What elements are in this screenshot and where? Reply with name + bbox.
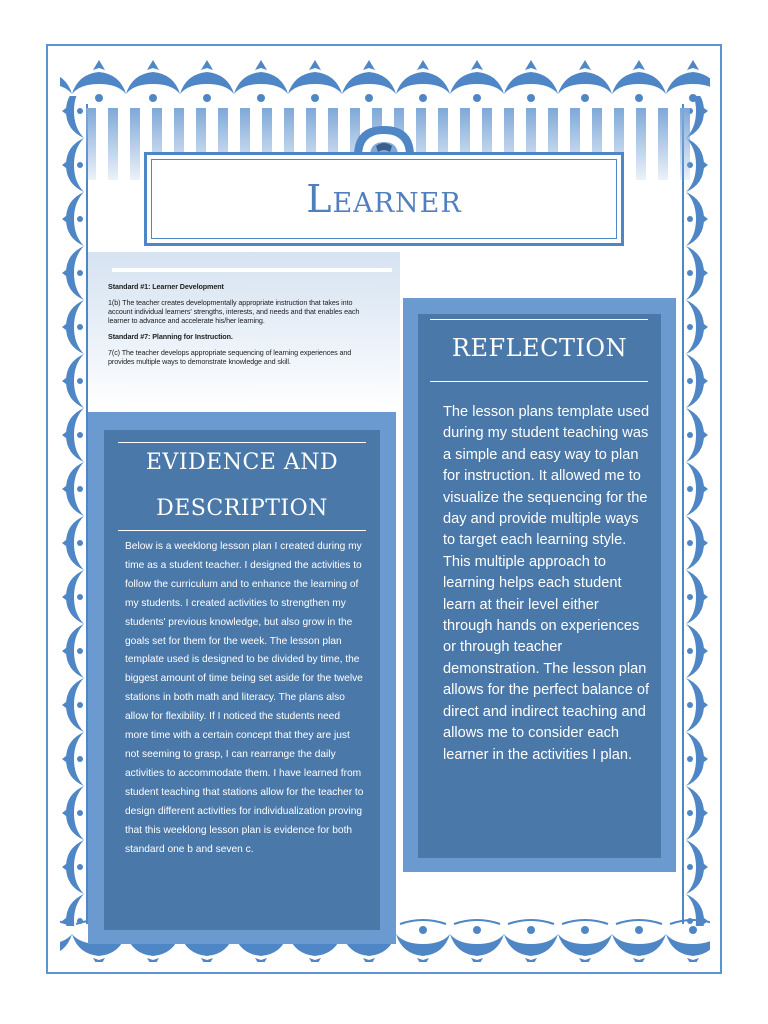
- evidence-body: Below is a weeklong lesson plan I created during my time as a student teacher. I designed the activities to follow the curriculum and to enhance the learning of my students. I created activities to strengthen my students' previous knowledge, but also grow in the goals set for them for the week. The lesson plan template used is designed to be divided by time, the biggest amount of time being set aside for the twelve stations in both math and literacy. The plans also allow for flexibility. If I noticed the students need more time with a certain concept that they are just not seeming to grasp, I can rearrange the daily activities to accommodate them. I have learned from student teaching that stations allow for the teacher to design different activities for individualization proving that this weeklong lesson plan is evidence for both standard one b and seven c.: [125, 541, 364, 855]
- evidence-heading-line2: DESCRIPTION: [156, 496, 328, 521]
- standard-1-text: 1(b) The teacher creates developmentally appropriate instruction that takes into account individual learners' strengths, interests, and needs and that enables each learner to advance and accelerate his/her learning.: [108, 298, 360, 325]
- title-box: [144, 152, 624, 246]
- standard-7-heading: Standard #7: Planning for Instruction.: [108, 332, 233, 341]
- evidence-heading-line1: EVIDENCE AND: [145, 450, 339, 475]
- page-title: Learner: [306, 177, 462, 221]
- evidence-top-rule: [118, 442, 366, 443]
- reflection-body: The lesson plans template used during my student teaching was a simple and easy way to plan for instruction. It allowed me to visualize the sequencing for the day and provide multiple ways to target each learning style. This multiple approach to learning helps each student learn at their level either through hands on experiences or through teacher demonstration. The lesson plan allows for the perfect balance of direct and indirect teaching and allows me to consider each learner in the activities I plan.: [443, 404, 650, 763]
- standards-panel: [88, 252, 400, 410]
- standards-divider: [112, 268, 392, 272]
- reflection-heading: REFLECTION: [451, 334, 628, 362]
- reflection-bottom-rule: [430, 381, 648, 382]
- standard-7-text: 7(c) The teacher develops appropriate sequencing of learning experiences and provides multiple ways to demonstrate knowledge and skill.: [108, 348, 352, 366]
- standards-text: [108, 282, 374, 373]
- standard-1-heading: Standard #1: Learner Development: [108, 282, 224, 291]
- reflection-top-rule: [430, 319, 648, 320]
- evidence-bottom-rule: [118, 530, 366, 531]
